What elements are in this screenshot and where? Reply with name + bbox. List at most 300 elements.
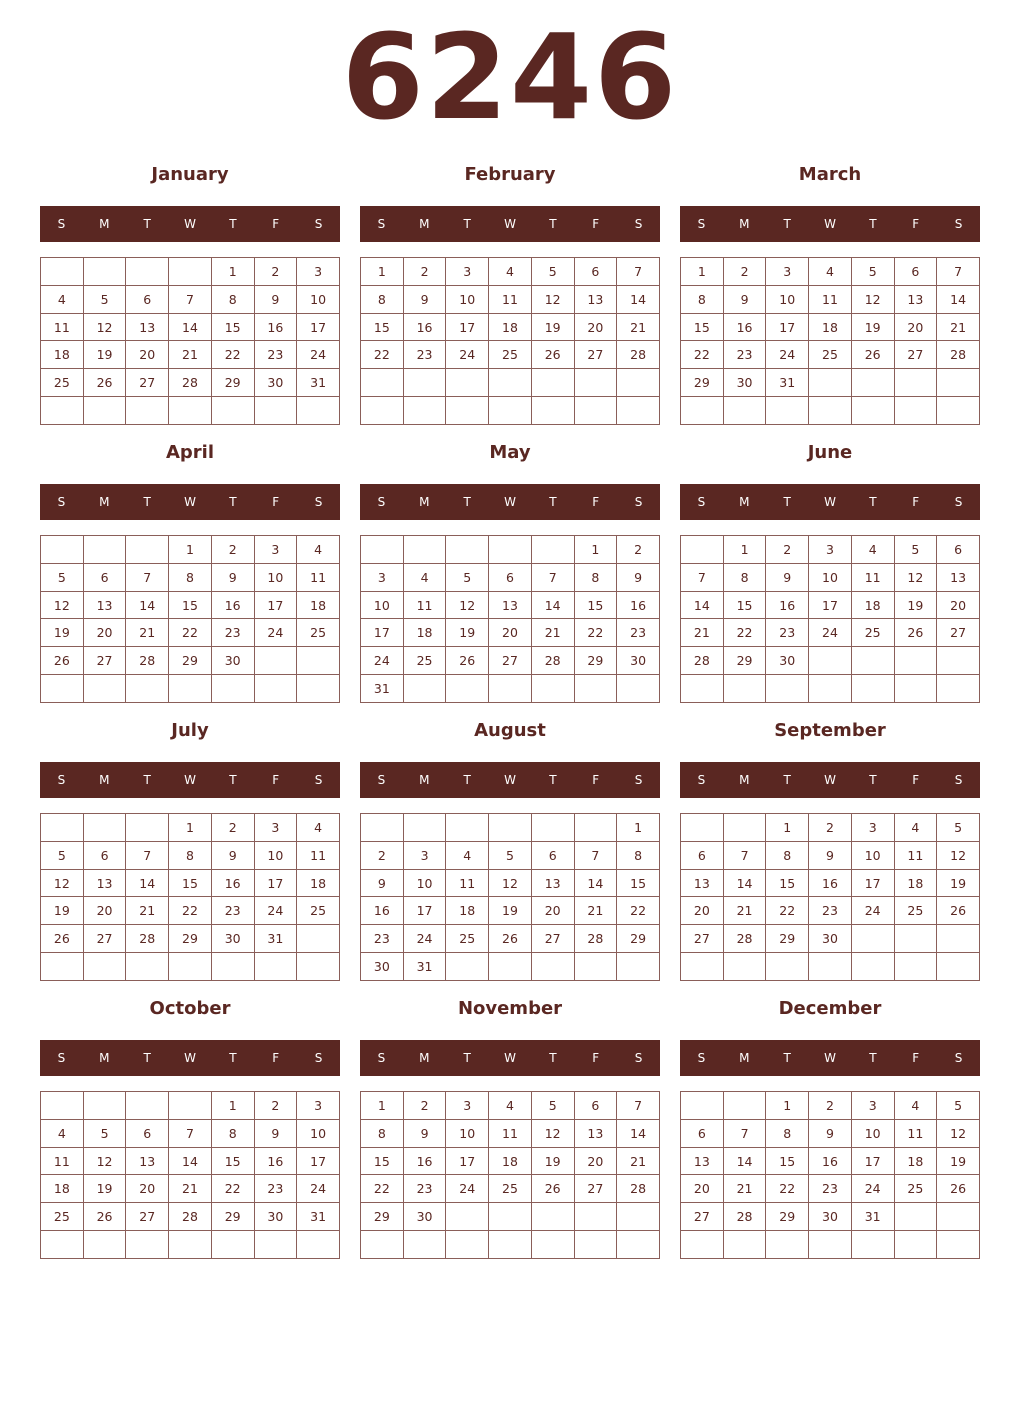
day-cell: 29 [211,369,254,397]
day-cell [937,647,980,675]
day-cell: 24 [851,1175,894,1203]
day-cell: 23 [211,619,254,647]
day-cell: 19 [489,897,532,925]
day-cell [446,953,489,981]
weekday-header [360,484,660,520]
day-cell: 5 [83,1119,126,1147]
day-cell: 19 [894,591,937,619]
week-row [361,1175,660,1203]
day-cell: 12 [489,869,532,897]
day-cell: 21 [723,1175,766,1203]
day-cell [403,536,446,564]
day-cell: 31 [297,369,340,397]
day-cell [894,369,937,397]
day-cell: 16 [617,591,660,619]
day-cell: 29 [211,1203,254,1231]
day-cell: 26 [83,369,126,397]
day-cell: 11 [894,1119,937,1147]
day-cell: 21 [617,1147,660,1175]
week-row [361,814,660,842]
day-cell: 22 [681,341,724,369]
week-row [681,647,980,675]
day-cell [211,953,254,981]
day-cell [254,1231,297,1259]
day-cell [766,397,809,425]
day-cell [254,397,297,425]
day-cell: 22 [211,1175,254,1203]
day-cell: 23 [403,341,446,369]
weekday-header [680,1040,980,1076]
weekday-label: M [739,495,750,509]
day-cell: 1 [211,1092,254,1120]
week-row [361,258,660,286]
day-cell: 23 [766,619,809,647]
week-row [41,1231,340,1259]
day-cell: 10 [297,285,340,313]
day-cell: 22 [361,1175,404,1203]
day-grid [40,1091,340,1259]
day-cell [489,814,532,842]
day-cell: 9 [254,285,297,313]
day-cell: 20 [489,619,532,647]
day-cell: 25 [446,925,489,953]
day-cell: 29 [723,647,766,675]
day-cell: 12 [446,591,489,619]
day-cell: 8 [766,841,809,869]
day-cell: 1 [361,1092,404,1120]
day-cell: 5 [489,841,532,869]
day-grid [40,257,340,425]
day-cell [361,369,404,397]
week-row [41,869,340,897]
day-cell [894,647,937,675]
day-cell: 21 [126,619,169,647]
day-cell: 10 [361,591,404,619]
weekday-label: W [184,1051,196,1065]
week-row [41,1203,340,1231]
day-cell: 21 [531,619,574,647]
day-cell [83,1092,126,1120]
month-name: August [474,720,546,741]
day-cell: 16 [809,1147,852,1175]
day-cell: 27 [937,619,980,647]
weekday-label: T [463,1051,471,1065]
weekday-label: F [592,1051,600,1065]
day-cell: 30 [254,369,297,397]
day-cell: 23 [361,925,404,953]
day-cell: 12 [851,285,894,313]
day-cell: 23 [809,1175,852,1203]
day-cell: 24 [403,925,446,953]
day-cell: 22 [766,897,809,925]
day-grid [40,813,340,981]
day-cell: 16 [809,869,852,897]
day-cell [41,536,84,564]
day-cell [169,1092,212,1120]
day-cell [937,369,980,397]
day-cell: 15 [766,869,809,897]
day-cell: 15 [211,1147,254,1175]
month-name: April [165,442,215,463]
weekday-label: T [869,773,877,787]
day-cell: 26 [531,341,574,369]
day-cell: 19 [41,619,84,647]
weekday-label: S [57,1051,66,1065]
day-cell: 1 [361,258,404,286]
day-cell: 2 [361,841,404,869]
day-cell: 23 [723,341,766,369]
day-cell: 11 [489,1119,532,1147]
day-cell: 10 [446,1119,489,1147]
day-cell: 7 [126,563,169,591]
day-cell: 14 [126,869,169,897]
day-cell: 11 [41,1147,84,1175]
day-cell: 3 [766,258,809,286]
weekday-label: T [549,773,557,787]
day-cell [723,814,766,842]
week-row [41,285,340,313]
day-cell [169,675,212,703]
day-cell: 19 [531,1147,574,1175]
day-cell [617,953,660,981]
weekday-label: F [912,495,920,509]
day-grid [680,1091,980,1259]
day-cell [361,1231,404,1259]
day-cell: 3 [809,536,852,564]
day-cell: 7 [574,841,617,869]
weekday-label: W [504,495,516,509]
day-grid [360,1091,660,1259]
day-cell: 23 [254,341,297,369]
day-cell: 13 [574,285,617,313]
day-cell: 28 [617,341,660,369]
day-cell: 4 [809,258,852,286]
weekday-header [680,206,980,242]
day-cell: 12 [41,869,84,897]
day-cell: 11 [41,313,84,341]
day-cell: 31 [297,1203,340,1231]
day-cell: 11 [403,591,446,619]
day-cell [83,814,126,842]
day-cell: 9 [723,285,766,313]
day-cell: 7 [723,841,766,869]
week-row [41,536,340,564]
day-cell: 8 [211,285,254,313]
week-row [41,369,340,397]
day-cell: 28 [126,925,169,953]
day-cell: 27 [83,647,126,675]
week-row [41,814,340,842]
day-cell: 29 [766,925,809,953]
week-row [681,397,980,425]
weekday-label: M [739,773,750,787]
day-cell: 4 [894,814,937,842]
day-cell: 19 [446,619,489,647]
day-cell [361,814,404,842]
day-cell: 4 [489,258,532,286]
day-cell: 6 [126,1119,169,1147]
day-cell: 11 [489,285,532,313]
day-cell [937,1231,980,1259]
day-cell: 18 [489,313,532,341]
weekday-label: T [229,1051,237,1065]
weekday-label: T [229,217,237,231]
week-row [681,1231,980,1259]
day-cell [574,1203,617,1231]
day-cell: 17 [254,869,297,897]
weekday-label: F [912,773,920,787]
week-row [41,897,340,925]
day-cell: 16 [723,313,766,341]
weekday-label: T [783,495,791,509]
day-cell [531,536,574,564]
day-cell: 18 [41,1175,84,1203]
day-cell: 18 [403,619,446,647]
day-cell: 29 [169,647,212,675]
weekday-label: W [184,495,196,509]
week-row [681,675,980,703]
day-cell [254,953,297,981]
day-cell: 19 [937,1147,980,1175]
day-cell: 29 [617,925,660,953]
weekday-label: T [869,1051,877,1065]
day-cell: 28 [617,1175,660,1203]
day-cell: 11 [446,869,489,897]
weekday-label: W [824,1051,836,1065]
weekday-label: M [419,217,430,231]
day-cell: 9 [211,841,254,869]
month-name: September [774,720,886,741]
weekday-label: T [143,495,151,509]
weekday-label: S [634,1051,643,1065]
day-cell: 11 [809,285,852,313]
day-cell: 7 [169,1119,212,1147]
day-cell: 16 [403,1147,446,1175]
day-cell: 5 [894,536,937,564]
day-cell [361,397,404,425]
week-row [361,675,660,703]
day-cell [851,369,894,397]
day-cell: 30 [403,1203,446,1231]
day-cell: 3 [254,814,297,842]
day-cell [254,647,297,675]
weekday-header [40,484,340,520]
day-cell: 10 [297,1119,340,1147]
day-cell: 26 [851,341,894,369]
week-row [681,591,980,619]
day-cell: 4 [489,1092,532,1120]
day-cell [617,1231,660,1259]
day-cell [489,1203,532,1231]
day-cell: 6 [489,563,532,591]
day-cell: 16 [211,869,254,897]
day-cell: 2 [617,536,660,564]
month-name: July [171,720,209,741]
day-cell: 20 [531,897,574,925]
day-cell [894,675,937,703]
week-row [361,591,660,619]
day-cell [681,1231,724,1259]
day-cell [766,953,809,981]
day-cell: 21 [126,897,169,925]
day-cell: 4 [403,563,446,591]
day-cell: 8 [723,563,766,591]
day-cell [169,953,212,981]
day-cell: 28 [723,1203,766,1231]
weekday-label: W [824,217,836,231]
day-cell: 7 [169,285,212,313]
day-cell: 21 [723,897,766,925]
day-cell: 17 [254,591,297,619]
day-cell [297,953,340,981]
day-cell [681,1092,724,1120]
day-cell: 12 [531,285,574,313]
day-grid [680,535,980,703]
day-cell: 10 [809,563,852,591]
day-cell: 15 [211,313,254,341]
day-cell: 20 [574,1147,617,1175]
day-cell [126,814,169,842]
day-cell: 6 [681,1119,724,1147]
day-cell: 4 [851,536,894,564]
day-cell [446,536,489,564]
day-cell: 6 [937,536,980,564]
week-row [361,1147,660,1175]
day-cell: 4 [41,285,84,313]
weekday-label: W [824,773,836,787]
day-cell: 21 [937,313,980,341]
weekday-label: M [419,495,430,509]
week-row [681,369,980,397]
day-cell: 27 [531,925,574,953]
weekday-label: S [377,217,386,231]
week-row [361,285,660,313]
day-cell: 14 [937,285,980,313]
weekday-label: S [954,1051,963,1065]
day-cell: 4 [297,536,340,564]
week-row [41,313,340,341]
day-cell: 3 [851,1092,894,1120]
day-cell: 25 [894,1175,937,1203]
day-cell [723,397,766,425]
weekday-header [680,484,980,520]
day-cell: 12 [41,591,84,619]
day-cell [851,953,894,981]
day-cell [723,1092,766,1120]
day-cell: 27 [681,1203,724,1231]
day-cell [254,675,297,703]
day-cell: 1 [574,536,617,564]
day-cell: 20 [126,1175,169,1203]
day-cell: 9 [809,841,852,869]
week-row [361,369,660,397]
day-cell: 15 [574,591,617,619]
day-cell [41,1092,84,1120]
day-cell: 12 [83,313,126,341]
day-cell: 6 [681,841,724,869]
day-cell: 24 [297,341,340,369]
day-cell [894,397,937,425]
week-row [41,1092,340,1120]
day-cell: 8 [766,1119,809,1147]
day-cell [809,397,852,425]
weekday-label: S [697,773,706,787]
day-cell [809,675,852,703]
day-cell: 10 [446,285,489,313]
day-cell [617,397,660,425]
weekday-label: T [229,773,237,787]
week-row [681,313,980,341]
day-cell: 15 [617,869,660,897]
day-cell: 18 [297,869,340,897]
day-cell [41,675,84,703]
week-row [361,869,660,897]
weekday-label: M [739,217,750,231]
weekday-label: S [634,495,643,509]
day-cell [126,675,169,703]
day-cell: 2 [723,258,766,286]
weekday-label: S [954,217,963,231]
day-cell: 6 [531,841,574,869]
day-cell: 27 [83,925,126,953]
day-cell [851,1231,894,1259]
day-cell: 30 [254,1203,297,1231]
day-cell: 28 [126,647,169,675]
day-cell [937,1203,980,1231]
day-cell [446,1203,489,1231]
day-cell: 24 [851,897,894,925]
day-cell: 11 [894,841,937,869]
week-row [361,536,660,564]
day-cell: 2 [211,536,254,564]
day-cell [489,675,532,703]
day-cell [851,647,894,675]
day-cell: 13 [83,591,126,619]
day-cell: 28 [169,369,212,397]
day-cell: 26 [83,1203,126,1231]
day-cell: 7 [126,841,169,869]
day-cell: 15 [169,591,212,619]
day-cell: 23 [211,897,254,925]
day-cell: 25 [403,647,446,675]
day-cell: 10 [403,869,446,897]
day-cell: 9 [617,563,660,591]
day-cell: 26 [489,925,532,953]
day-cell [574,1231,617,1259]
day-cell: 12 [937,841,980,869]
day-cell: 30 [809,925,852,953]
weekday-label: W [504,217,516,231]
day-cell: 7 [617,1092,660,1120]
day-cell: 22 [723,619,766,647]
day-cell [894,925,937,953]
day-cell: 9 [403,1119,446,1147]
day-cell: 25 [41,369,84,397]
day-cell: 3 [446,258,489,286]
day-cell [126,258,169,286]
year-title: 6246 [341,8,679,146]
day-cell [617,1203,660,1231]
day-cell: 11 [297,841,340,869]
day-cell: 4 [297,814,340,842]
day-cell [937,953,980,981]
day-cell: 5 [41,841,84,869]
day-cell: 13 [531,869,574,897]
day-cell: 31 [851,1203,894,1231]
day-cell: 7 [937,258,980,286]
day-cell: 5 [446,563,489,591]
day-cell [403,814,446,842]
